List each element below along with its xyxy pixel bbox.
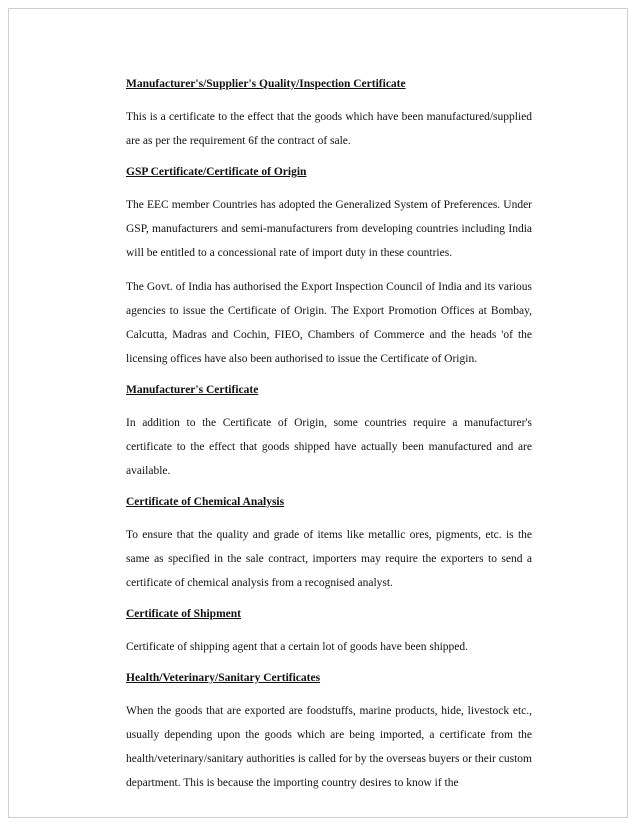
heading-chemical-analysis: Certificate of Chemical Analysis <box>126 496 285 508</box>
paragraph-gsp-2: The Govt. of India has authorised the Export Inspection Council of India and its various agencies to issue the Certificate of Origin. The Export Promotion Offices at Bombay, Calcutta, Madras and Cochin, FIEO, Chambers of Commerce and the heads 'of the licensing offices have also been authorised to issue the Certificate of Origin. <box>126 281 532 365</box>
page-content <box>126 75 532 801</box>
paragraph-shipment: Certificate of shipping agent that a certain lot of goods have been shipped. <box>126 641 469 653</box>
heading-gsp-certificate: GSP Certificate/Certificate of Origin <box>126 166 307 178</box>
heading-certificate-of-shipment: Certificate of Shipment <box>126 608 241 620</box>
paragraph-health: When the goods that are exported are foodstuffs, marine products, hide, livestock etc., usually depending upon the goods which are being imported, a certificate from the health/veterinary/sanitary authorities is called for by the overseas buyers or their custom department. This is because the importing country desires to know if the <box>126 705 532 789</box>
heading-manufacturers-certificate: Manufacturer's Certificate <box>126 384 259 396</box>
heading-health-certificates: Health/Veterinary/Sanitary Certificates <box>126 672 321 684</box>
paragraph-quality-inspection: This is a certificate to the effect that the goods which have been manufactured/supplied are as per the requirement 6f the contract of sale. <box>126 111 532 147</box>
paragraph-manufacturers: In addition to the Certificate of Origin, some countries require a manufacturer's certificate to the effect that goods shipped have actually been manufactured and are available. <box>126 417 532 477</box>
heading-quality-inspection-certificate: Manufacturer's/Supplier's Quality/Inspection Certificate <box>126 78 406 90</box>
document-page <box>8 8 628 818</box>
paragraph-chemical-analysis: To ensure that the quality and grade of items like metallic ores, pigments, etc. is the same as specified in the sale contract, importers may require the exporters to send a certificate of chemical analysis from a recognised analyst. <box>126 529 532 589</box>
paragraph-gsp-1: The EEC member Countries has adopted the Generalized System of Preferences. Under GSP, manufacturers and semi-manufacturers from developing countries including India will be entitled to a concessional rate of import duty in these countries. <box>126 199 532 259</box>
